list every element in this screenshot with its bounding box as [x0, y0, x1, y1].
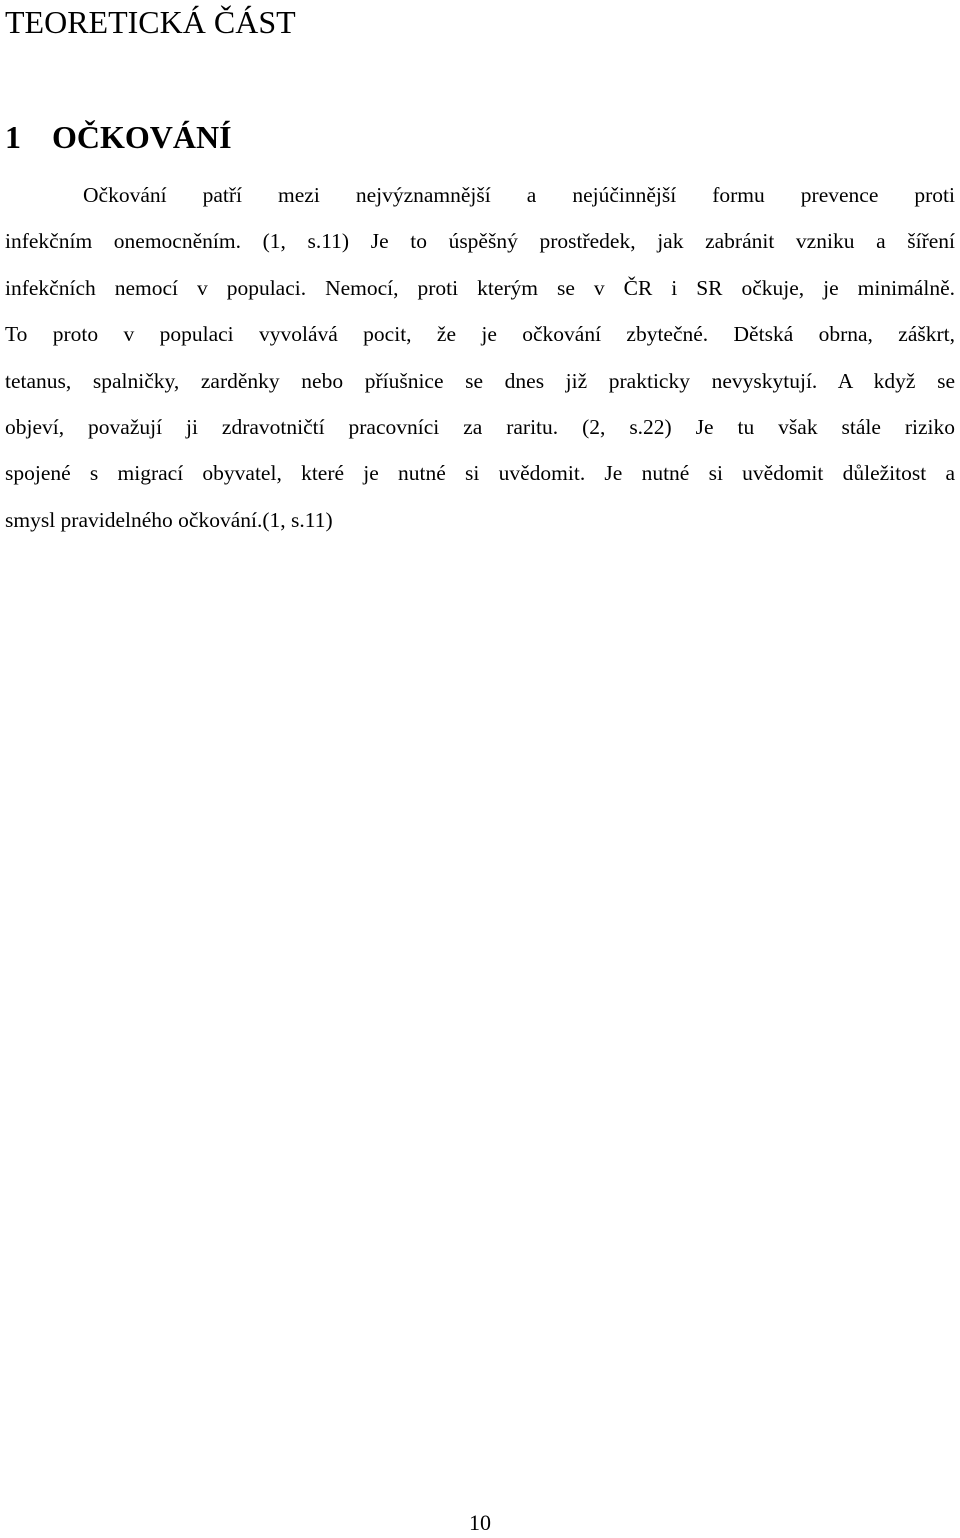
paragraph-line: To proto v populaci vyvolává pocit, že je očkování zbytečné. Dětská obrna, záškrt,: [5, 322, 955, 347]
chapter-heading: [5, 115, 232, 159]
paragraph-line: infekčním onemocněním. (1, s.11) Je to úspěšný prostředek, jak zabránit vzniku a šíření: [5, 229, 955, 254]
chapter-number: 1: [5, 119, 21, 155]
paragraph-line: smysl pravidelného očkování.(1, s.11): [5, 507, 333, 532]
paragraph-line: infekčních nemocí v populaci. Nemocí, proti kterým se v ČR i SR očkuje, je minimálně.: [5, 275, 955, 300]
chapter-title: OČKOVÁNÍ: [52, 119, 232, 155]
paragraph-line: tetanus, spalničky, zarděnky nebo příušnice se dnes již prakticky nevyskytují. A když se: [5, 368, 955, 393]
paragraph-line: spojené s migrací obyvatel, které je nutné si uvědomit. Je nutné si uvědomit důležitost a: [5, 461, 955, 486]
paragraph-line: objeví, považují ji zdravotničtí pracovníci za raritu. (2, s.22) Je tu však stále riziko: [5, 414, 955, 439]
body-paragraph: [5, 172, 955, 543]
section-title: TEORETICKÁ ČÁST: [5, 4, 296, 40]
page-number: 10: [469, 1510, 491, 1535]
paragraph-line: Očkování patří mezi nejvýznamnější a nejúčinnější formu prevence proti: [83, 183, 955, 207]
